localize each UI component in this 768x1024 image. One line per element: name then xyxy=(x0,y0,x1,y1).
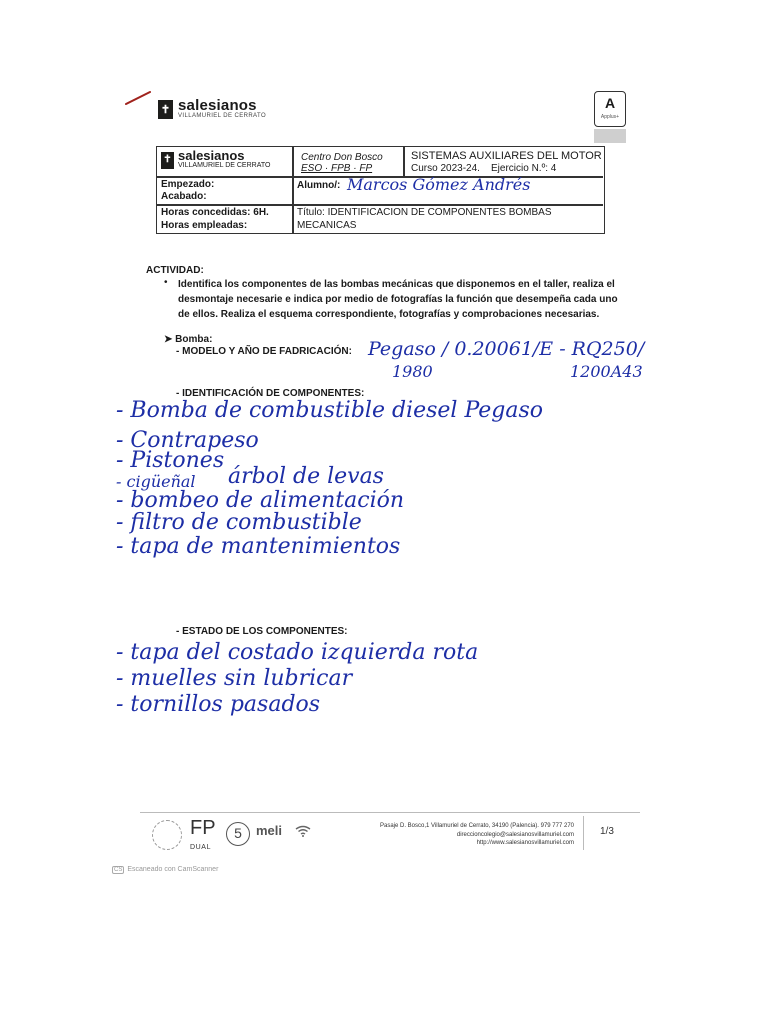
curso: Curso 2023-24. xyxy=(411,163,480,174)
component-item: - tapa de mantenimientos xyxy=(116,534,401,559)
fp-dual-logo: FP DUAL xyxy=(190,817,216,851)
meli-logo: meli xyxy=(256,823,283,838)
state-label: - ESTADO DE LOS COMPONENTES: xyxy=(176,626,348,637)
school-logo xyxy=(158,99,266,119)
component-item: - cigüeñal xyxy=(116,472,196,491)
five-stars-icon: 5 xyxy=(226,822,250,846)
component-item: árbol de levas xyxy=(228,464,384,489)
bullet-icon: • xyxy=(164,277,168,288)
applus-certification-badge: A Applus+ xyxy=(594,91,626,127)
activity-heading: ACTIVIDAD: xyxy=(146,265,204,276)
logo-subtitle: VILLAMURIEL DE CERRATO xyxy=(178,113,267,119)
titulo-label: Título: xyxy=(297,207,325,218)
horas-empleadas: Horas empleadas: xyxy=(161,220,248,231)
table-logo: ✝ salesianos VILLAMURIEL DE CERRATO xyxy=(161,150,270,170)
seal-icon xyxy=(152,820,182,850)
school-address: Pasaje D. Bosco,1 Villamuriel de Cerrato, 34190 (Palencia). 979 777 270 direccioncolegio@salesianosvillamuriel.com http://www.salesianosvillamuriel.com xyxy=(379,823,574,846)
titulo-line1: IDENTIFICACION DE COMPONENTES BOMBAS xyxy=(327,207,552,218)
modelo-handwritten-year: 1980 xyxy=(392,362,433,381)
pen-stroke-mark xyxy=(124,88,154,108)
empezado-label: Empezado: xyxy=(161,179,215,190)
subject: SISTEMAS AUXILIARES DEL MOTOR xyxy=(411,150,602,162)
ejercicio: Ejercicio N.º: 4 xyxy=(491,163,557,174)
acabado-label: Acabado: xyxy=(161,191,207,202)
alumno-label: Alumno/: xyxy=(297,180,341,191)
component-item: - Pistones xyxy=(116,448,225,473)
component-item: - Bomba de combustible diesel Pegaso xyxy=(116,398,544,423)
centro-sub: ESO · FPB · FP xyxy=(301,163,373,174)
centro: Centro Don Bosco xyxy=(301,152,383,163)
identification-label: - IDENTIFICACIÓN DE COMPONENTES: xyxy=(176,388,365,399)
exercise-header-table xyxy=(156,146,605,234)
page-number: 1/3 xyxy=(600,826,614,837)
horas-concedidas: Horas concedidas: 6H. xyxy=(161,207,269,218)
modelo-handwritten-1: Pegaso / 0.20061/E - RQ250/ xyxy=(368,338,645,360)
footer-separator xyxy=(583,816,584,850)
bomba-label: ➤ Bomba: xyxy=(164,334,213,345)
titulo-line2: MECANICAS xyxy=(297,220,357,231)
activity-instructions: Identifica los componentes de las bombas mecánicas que disponemos en el taller, realiza el desmontaje necesarie e indica por medio de fotografías la función que desempeña cada uno de ellos. Realiza el esquema correspondiente, fotografías y comprobaciones necesarias. xyxy=(178,279,618,320)
state-item: - tapa del costado izquierda rota xyxy=(116,640,479,665)
camscanner-watermark: CS Escaneado con CamScanner xyxy=(114,866,219,873)
state-item: - muelles sin lubricar xyxy=(116,666,353,691)
wifi-icon xyxy=(295,825,311,837)
certification-label xyxy=(594,129,626,143)
logo-name: salesianos xyxy=(178,97,257,114)
camscanner-icon: CS xyxy=(114,867,123,873)
alumno-handwritten: Marcos Gómez Andrés xyxy=(347,175,531,194)
component-item: - bombeo de alimentación xyxy=(116,488,405,513)
state-item: - tornillos pasados xyxy=(116,692,321,717)
component-item: - Contrapeso xyxy=(116,428,259,453)
logo-icon: ✝ xyxy=(158,100,173,119)
component-item: - filtro de combustible xyxy=(116,510,362,535)
modelo-handwritten-2: 1200A43 xyxy=(570,362,643,381)
modelo-label: - MODELO Y AÑO DE FADRICACIÓN: xyxy=(176,346,352,357)
